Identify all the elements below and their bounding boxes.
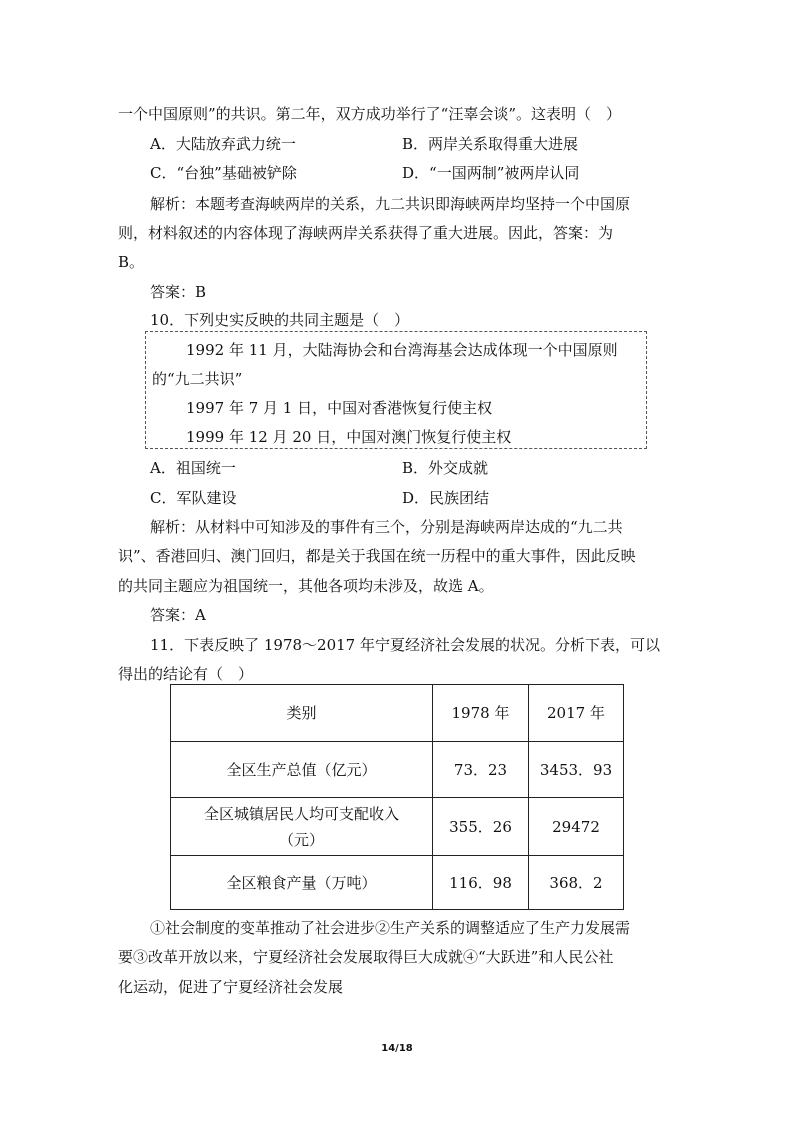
q9-answer: 答案：B (150, 283, 207, 301)
table-header-row (171, 685, 624, 742)
page-number: 14/18 (381, 1043, 413, 1054)
q10-material-line: 1992 年 11 月，大陆海协会和台湾海基会达成体现一个中国原则 (186, 341, 618, 359)
table-row (171, 798, 624, 856)
q10-option-d: D．民族团结 (402, 489, 490, 507)
table-cell: 116．98 (433, 856, 529, 910)
q9-stem: 一个中国原则”的共识。第二年，双方成功举行了“汪辜会谈”。这表明（ ） (118, 105, 622, 123)
q10-analysis-line: 解析：从材料中可知涉及的事件有三个，分别是海峡两岸达成的“九二共 (150, 518, 623, 536)
q10-analysis-line: 的共同主题应为祖国统一，其他各项均未涉及，故选 A。 (118, 577, 494, 595)
q10-answer: 答案：A (150, 606, 206, 624)
q10-material-line: 1997 年 7 月 1 日，中国对香港恢复行使主权 (186, 399, 493, 417)
q11-statement-line: 要③改革开放以来，宁夏经济社会发展取得巨大成就④“大跃进”和人民公社 (118, 948, 614, 966)
q9-option-a: A．大陆放弃武力统一 (150, 135, 296, 153)
q9-analysis-line: B。 (118, 253, 145, 271)
q9-analysis-line: 则，材料叙述的内容体现了海峡两岸关系获得了重大进展。因此，答案：为 (118, 224, 614, 242)
table-cell: 368．2 (529, 856, 624, 910)
table-header-cell: 1978 年 (433, 685, 529, 742)
table-cell: 全区城镇居民人均可支配收入（元） (171, 798, 433, 856)
table-header-cell: 2017 年 (529, 685, 624, 742)
table-cell: 全区生产总值（亿元） (171, 742, 433, 798)
table-row (171, 742, 624, 798)
q10-stem: 10．下列史实反映的共同主题是（ ） (150, 311, 410, 329)
table-cell: 3453．93 (529, 742, 624, 798)
q10-material-line: 的“九二共识” (152, 370, 243, 388)
q10-analysis-line: 识”、香港回归、澳门回归，都是关于我国在统一历程中的重大事件，因此反映 (118, 547, 636, 565)
q9-option-c: C．“台独”基础被铲除 (150, 164, 297, 182)
table-cell: 355．26 (433, 798, 529, 856)
q11-data-table (170, 684, 624, 910)
q11-stem-line: 得出的结论有（ ） (118, 665, 254, 683)
q10-option-c: C．军队建设 (150, 489, 237, 507)
q9-analysis-line: 解析：本题考查海峡两岸的关系，九二共识即海峡两岸均坚持一个中国原 (150, 195, 631, 213)
q11-stem-line: 11．下表反映了 1978～2017 年宁夏经济社会发展的状况。分析下表，可以 (150, 636, 660, 654)
q11-statement-line: ①社会制度的变革推动了社会进步②生产关系的调整适应了生产力发展需 (150, 919, 631, 937)
q10-material-line: 1999 年 12 月 20 日，中国对澳门恢复行使主权 (186, 428, 512, 446)
q9-option-d: D．“一国两制”被两岸认同 (402, 164, 580, 182)
q11-statement-line: 化运动，促进了宁夏经济社会发展 (118, 978, 344, 996)
table-header-cell: 类别 (171, 685, 433, 742)
table-cell: 73．23 (433, 742, 529, 798)
q10-option-b: B．外交成就 (402, 459, 489, 477)
q10-option-a: A．祖国统一 (150, 459, 236, 477)
table-cell: 29472 (529, 798, 624, 856)
q9-option-b: B．两岸关系取得重大进展 (402, 135, 579, 153)
table-row (171, 856, 624, 910)
table-cell: 全区粮食产量（万吨） (171, 856, 433, 910)
